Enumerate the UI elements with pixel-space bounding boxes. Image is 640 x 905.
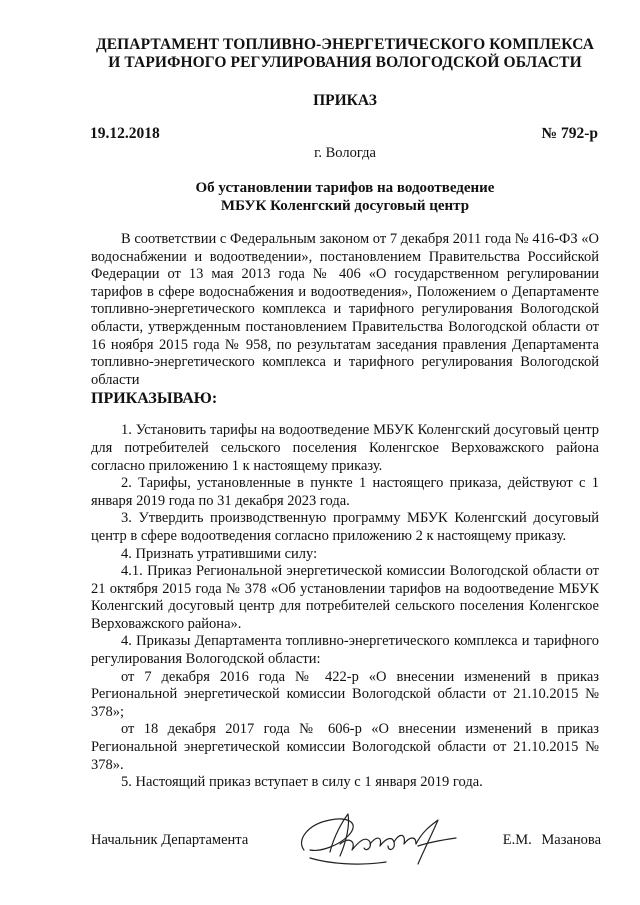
order-number: № 792-р [541,125,598,142]
point-4-2-b: от 18 декабря 2017 года № 606-р «О внесении изменений в приказ Региональной энергетической комиссии Вологодской области от 21.10.2015 № 378». [91,721,599,773]
point-2: 2. Тарифы, установленные в пункте 1 настоящего приказа, действуют с 1 января 2019 года по 31 декабря 2023 года. [91,475,599,509]
order-body [91,231,599,792]
point-4-2: 4. Приказы Департамента топливно-энергетического комплекса и тарифного регулирования Вологодской области: [91,633,599,668]
point-1: 1. Установить тарифы на водоотведение МБУК Коленгский досуговый центр для потребителей сельского поселения Коленгское Верховажского района согласно приложению 1 к настоящему приказу. [91,422,599,474]
point-3: 3. Утвердить производственную программу МБУК Коленгский досуговый центр в сфере водоотведения согласно приложению 2 к настоящему приказу. [91,510,599,544]
preamble-paragraph: В соответствии с Федеральным законом от 7 декабря 2011 года № 416-ФЗ «О водоснабжении и водоотведении», постановлением Правительства Российской Федерации от 13 мая 2013 года № 406 «О государственном регулировании тарифов в сфере водоснабжения и водоотведения», Положением о Департаменте топливно-энергетического комплекса и тарифного регулирования Вологодской области, утвержденным постановлением Правительства Вологодской области от 16 ноября 2015 года № 958, по результатам заседания правления Департамента топливно-энергетического комплекса и тарифного регулирования Вологодской области [91,231,599,388]
point-5: 5. Настоящий приказ вступает в силу с 1 января 2019 года. [121,774,483,791]
signatory-role: Начальник Департамента [91,832,249,848]
order-subject-line-1: Об установлении тарифов на водоотведение [195,180,495,196]
department-header-line-2: И ТАРИФНОГО РЕГУЛИРОВАНИЯ ВОЛОГОДСКОЙ ОБЛАСТИ [108,54,582,71]
order-title: ПРИКАЗ [313,92,377,109]
order-subject-line-2: МБУК Коленгский досуговый центр [220,198,470,214]
order-subject [60,179,630,215]
point-4-1: 4.1. Приказ Региональной энергетической комиссии Вологодской области от 21 октября 2015 года № 378 «Об установлении тарифов на водоотведение МБУК Коленгский досуговый центр для потребителей сельского поселения Коленгское Верховажского района». [91,563,599,632]
point-4: 4. Признать утратившими силу: [121,545,318,562]
order-date: 19.12.2018 [90,125,160,142]
department-header-line-1: ДЕПАРТАМЕНТ ТОПЛИВНО-ЭНЕРГЕТИЧЕСКОГО КОМПЛЕКСА [95,36,595,53]
order-points [91,422,599,791]
order-city: г. Вологда [314,145,376,161]
department-header [60,36,630,72]
handwritten-signature [290,806,470,876]
point-4-2-a: от 7 декабря 2016 года № 422-р «О внесении изменений в приказ Региональной энергетической комиссии Вологодской области от 21.10.2015 № 378»; [91,668,599,720]
decree-word: ПРИКАЗЫВАЮ: [91,390,218,408]
signatory-name: Е.М. Мазанова [502,832,601,848]
